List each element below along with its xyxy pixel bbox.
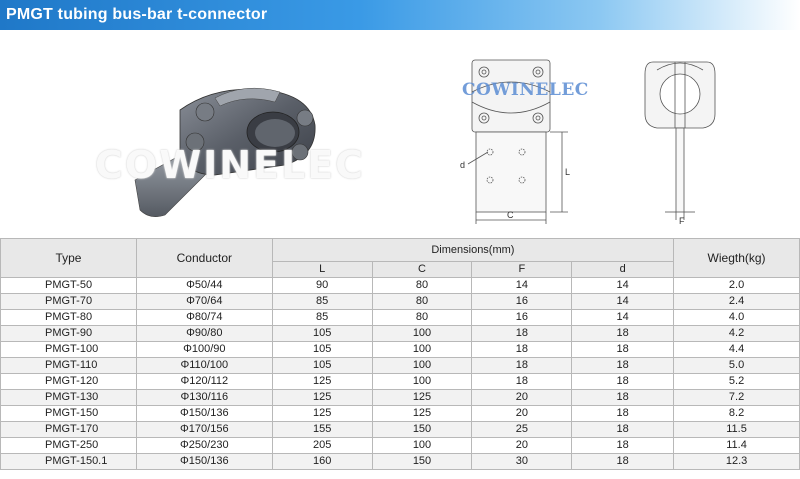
table-row — [1, 342, 800, 358]
cell-dim-d: 18 — [572, 422, 674, 438]
cell-dim-C: 100 — [372, 326, 472, 342]
cell-dim-F: 16 — [472, 294, 572, 310]
cell-dim-L: 155 — [272, 422, 372, 438]
header-C: C — [372, 262, 472, 278]
dim-d-label: d — [460, 160, 466, 170]
cell-dim-F: 18 — [472, 342, 572, 358]
cell-dim-d: 18 — [572, 342, 674, 358]
cell-weight: 2.4 — [674, 294, 800, 310]
front-view-diagram — [450, 52, 585, 232]
cell-dim-d: 18 — [572, 406, 674, 422]
cell-conductor: Φ170/156 — [136, 422, 272, 438]
cell-conductor: Φ50/44 — [136, 278, 272, 294]
cell-dim-C: 100 — [372, 374, 472, 390]
specification-table — [0, 238, 800, 470]
cell-weight: 2.0 — [674, 278, 800, 294]
cell-type: PMGT-120 — [1, 374, 137, 390]
cell-dim-L: 85 — [272, 294, 372, 310]
cell-dim-L: 90 — [272, 278, 372, 294]
cell-dim-C: 100 — [372, 358, 472, 374]
dim-F-label: F — [679, 216, 685, 226]
photo-watermark: COWINELEC — [95, 143, 366, 187]
table-row — [1, 406, 800, 422]
header-conductor: Conductor — [136, 239, 272, 278]
cell-weight: 7.2 — [674, 390, 800, 406]
cell-type: PMGT-250 — [1, 438, 137, 454]
table-row — [1, 454, 800, 470]
cell-dim-F: 25 — [472, 422, 572, 438]
cell-dim-F: 20 — [472, 390, 572, 406]
header-F: F — [472, 262, 572, 278]
cell-dim-C: 80 — [372, 278, 472, 294]
table-body — [1, 278, 800, 470]
cell-dim-C: 100 — [372, 438, 472, 454]
cell-dim-L: 125 — [272, 390, 372, 406]
cell-weight: 4.0 — [674, 310, 800, 326]
cell-type: PMGT-70 — [1, 294, 137, 310]
cell-dim-F: 18 — [472, 374, 572, 390]
side-view-diagram — [635, 52, 725, 227]
cell-dim-L: 125 — [272, 374, 372, 390]
header-dimensions: Dimensions(mm) — [272, 239, 673, 262]
cell-conductor: Φ80/74 — [136, 310, 272, 326]
cell-dim-F: 18 — [472, 326, 572, 342]
cell-dim-d: 18 — [572, 358, 674, 374]
cell-conductor: Φ250/230 — [136, 438, 272, 454]
cell-dim-C: 150 — [372, 422, 472, 438]
table-row — [1, 374, 800, 390]
cell-conductor: Φ90/80 — [136, 326, 272, 342]
cell-dim-L: 105 — [272, 342, 372, 358]
cell-dim-F: 20 — [472, 438, 572, 454]
cell-conductor: Φ100/90 — [136, 342, 272, 358]
cell-conductor: Φ150/136 — [136, 454, 272, 470]
cell-dim-L: 105 — [272, 358, 372, 374]
cell-weight: 11.5 — [674, 422, 800, 438]
dim-L-label: L — [565, 167, 571, 177]
cell-conductor: Φ150/136 — [136, 406, 272, 422]
cell-conductor: Φ130/116 — [136, 390, 272, 406]
cell-dim-d: 18 — [572, 454, 674, 470]
cell-dim-L: 160 — [272, 454, 372, 470]
page-title: PMGT tubing bus-bar t-connector — [6, 6, 268, 23]
cell-dim-L: 105 — [272, 326, 372, 342]
cell-dim-F: 20 — [472, 406, 572, 422]
cell-type: PMGT-150 — [1, 406, 137, 422]
cell-dim-C: 80 — [372, 294, 472, 310]
header-type: Type — [1, 239, 137, 278]
cell-dim-F: 14 — [472, 278, 572, 294]
cell-weight: 4.2 — [674, 326, 800, 342]
table-row — [1, 358, 800, 374]
cell-dim-F: 16 — [472, 310, 572, 326]
cell-dim-d: 18 — [572, 390, 674, 406]
cell-weight: 5.2 — [674, 374, 800, 390]
cell-dim-L: 85 — [272, 310, 372, 326]
cell-dim-L: 205 — [272, 438, 372, 454]
cell-dim-F: 30 — [472, 454, 572, 470]
table-row — [1, 422, 800, 438]
cell-dim-C: 125 — [372, 406, 472, 422]
cell-dim-d: 14 — [572, 310, 674, 326]
cell-weight: 4.4 — [674, 342, 800, 358]
cell-conductor: Φ110/100 — [136, 358, 272, 374]
cell-type: PMGT-100 — [1, 342, 137, 358]
header-L: L — [272, 262, 372, 278]
header-weight: Wiegth(kg) — [674, 239, 800, 278]
header-d: d — [572, 262, 674, 278]
table-row — [1, 438, 800, 454]
cell-conductor: Φ70/64 — [136, 294, 272, 310]
cell-weight: 12.3 — [674, 454, 800, 470]
cell-dim-d: 18 — [572, 326, 674, 342]
title-bar — [0, 0, 800, 30]
cell-type: PMGT-150.1 — [1, 454, 137, 470]
cell-conductor: Φ120/112 — [136, 374, 272, 390]
cell-dim-C: 125 — [372, 390, 472, 406]
cell-weight: 11.4 — [674, 438, 800, 454]
cell-dim-L: 125 — [272, 406, 372, 422]
cell-type: PMGT-80 — [1, 310, 137, 326]
cell-type: PMGT-90 — [1, 326, 137, 342]
table-row — [1, 278, 800, 294]
cell-type: PMGT-110 — [1, 358, 137, 374]
table-row — [1, 326, 800, 342]
cell-weight: 8.2 — [674, 406, 800, 422]
cell-type: PMGT-170 — [1, 422, 137, 438]
cell-weight: 5.0 — [674, 358, 800, 374]
table-row — [1, 310, 800, 326]
table-row — [1, 294, 800, 310]
cell-dim-d: 18 — [572, 438, 674, 454]
diagram-watermark: COWINELEC — [462, 80, 589, 100]
cell-dim-C: 100 — [372, 342, 472, 358]
cell-dim-d: 14 — [572, 278, 674, 294]
cell-type: PMGT-130 — [1, 390, 137, 406]
cell-dim-d: 14 — [572, 294, 674, 310]
cell-dim-d: 18 — [572, 374, 674, 390]
cell-dim-C: 80 — [372, 310, 472, 326]
cell-type: PMGT-50 — [1, 278, 137, 294]
table-row — [1, 390, 800, 406]
cell-dim-F: 18 — [472, 358, 572, 374]
cell-dim-C: 150 — [372, 454, 472, 470]
dim-C-label: C — [507, 210, 514, 220]
